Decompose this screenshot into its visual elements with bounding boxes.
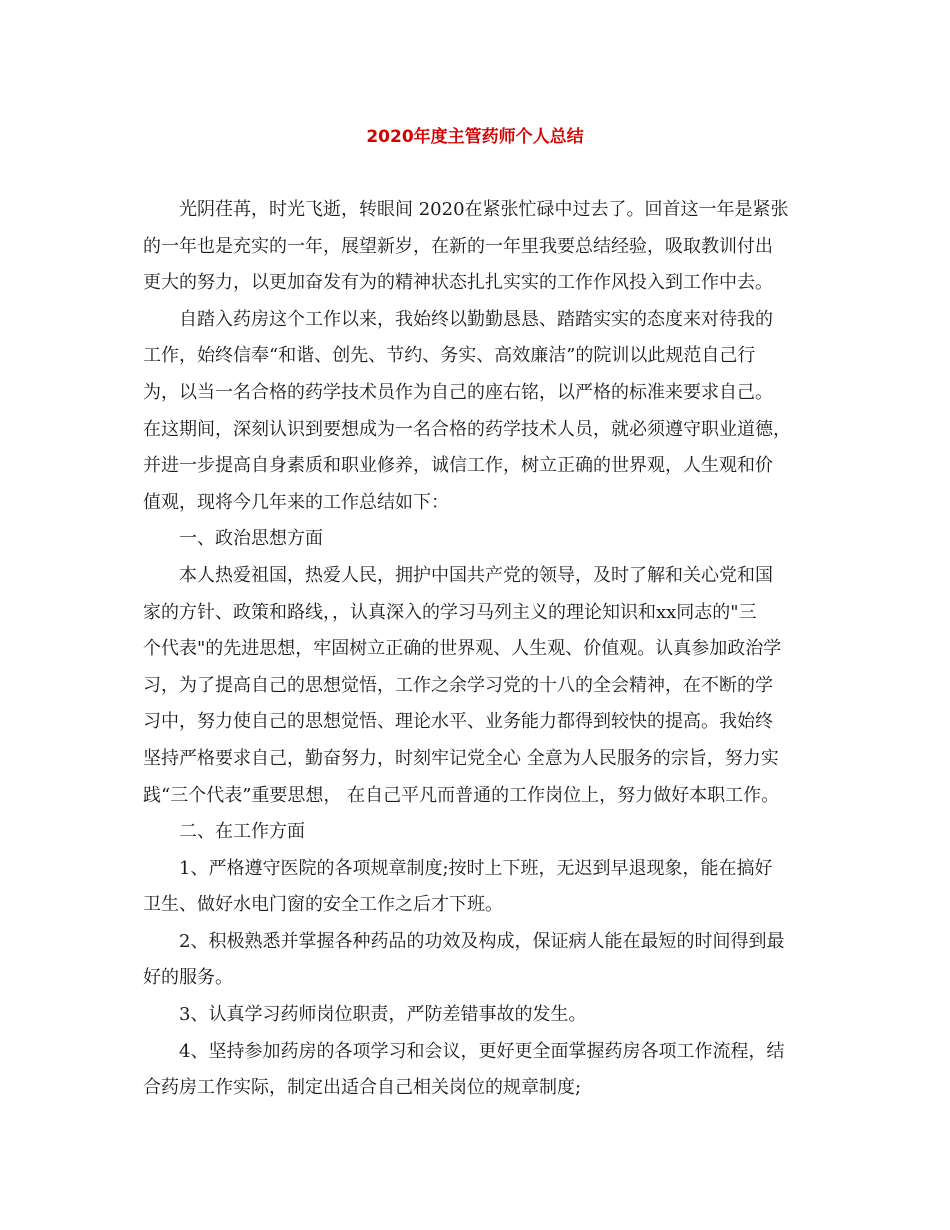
text-line: 值观，现将今几年来的工作总结如下：	[143, 491, 449, 513]
text-line: 个代表"的先进思想，牢固树立正确的世界观、人生观、价值观。认真参加政治学	[143, 638, 782, 660]
text-line: 1、严格遵守医院的各项规章制度;按时上下班，无迟到早退现象，能在搞好	[179, 857, 773, 879]
text-line: 为，以当一名合格的药学技术员作为自己的座右铭，以严格的标准来要求自己。	[143, 381, 773, 403]
text-line: 工作，始终信奉“和谐、创先、节约、务实、高效廉洁”的院训以此规范自己行	[143, 345, 756, 367]
text-line: 一、政治思想方面	[179, 528, 323, 550]
text-line: 合药房工作实际，制定出适合自己相关岗位的规章制度;	[143, 1077, 582, 1099]
text-line: 卫生、做好水电门窗的安全工作之后才下班。	[143, 894, 503, 916]
text-line: 光阴荏苒，时光飞逝，转眼间 2020在紧张忙碌中过去了。回首这一年是紧张	[179, 199, 789, 220]
text-line: 3、认真学习药师岗位职责，严防差错事故的发生。	[179, 1004, 587, 1026]
text-line: 2、积极熟悉并掌握各种药品的功效及构成，保证病人能在最短的时间得到最	[179, 930, 785, 952]
document-body	[143, 192, 823, 1107]
text-line: 更大的努力，以更加奋发有为的精神状态扎扎实实的工作作风投入到工作中去。	[143, 272, 773, 294]
document-title: 2020年度主管药师个人总结	[366, 127, 584, 147]
text-line: 习，为了提高自己的思想觉悟，工作之余学习党的十八的全会精神，在不断的学	[143, 674, 773, 696]
text-line: 4、坚持参加药房的各项学习和会议，更好更全面掌握药房各项工作流程，结	[179, 1040, 785, 1062]
text-line: 习中，努力使自己的思想觉悟、理论水平、业务能力都得到较快的提高。我始终	[143, 711, 773, 733]
text-line: 并进一步提高自身素质和职业修养，诚信工作，树立正确的世界观，人生观和价	[143, 455, 773, 477]
text-line: 在这期间，深刻认识到要想成为一名合格的药学技术人员，就必须遵守职业道德，	[143, 418, 791, 440]
text-line: 践“三个代表”重要思想， 在自己平凡而普通的工作岗位上，努力做好本职工作。	[143, 784, 780, 806]
text-line: 本人热爱祖国，热爱人民，拥护中国共产党的领导，及时了解和关心党和国	[179, 564, 773, 586]
text-line: 的一年也是充实的一年，展望新岁，在新的一年里我要总结经验，吸取教训付出	[143, 235, 773, 257]
text-line: 二、在工作方面	[179, 821, 305, 843]
text-line: 家的方针、政策和路线，，认真深入的学习马列主义的理论知识和xx同志的"三	[143, 601, 757, 623]
text-line: 坚持严格要求自己，勤奋努力，时刻牢记党全心 全意为人民服务的宗旨，努力实	[143, 747, 779, 769]
text-line: 自踏入药房这个工作以来，我始终以勤勤恳恳、踏踏实实的态度来对待我的	[179, 308, 773, 330]
text-line: 好的服务。	[143, 967, 233, 989]
